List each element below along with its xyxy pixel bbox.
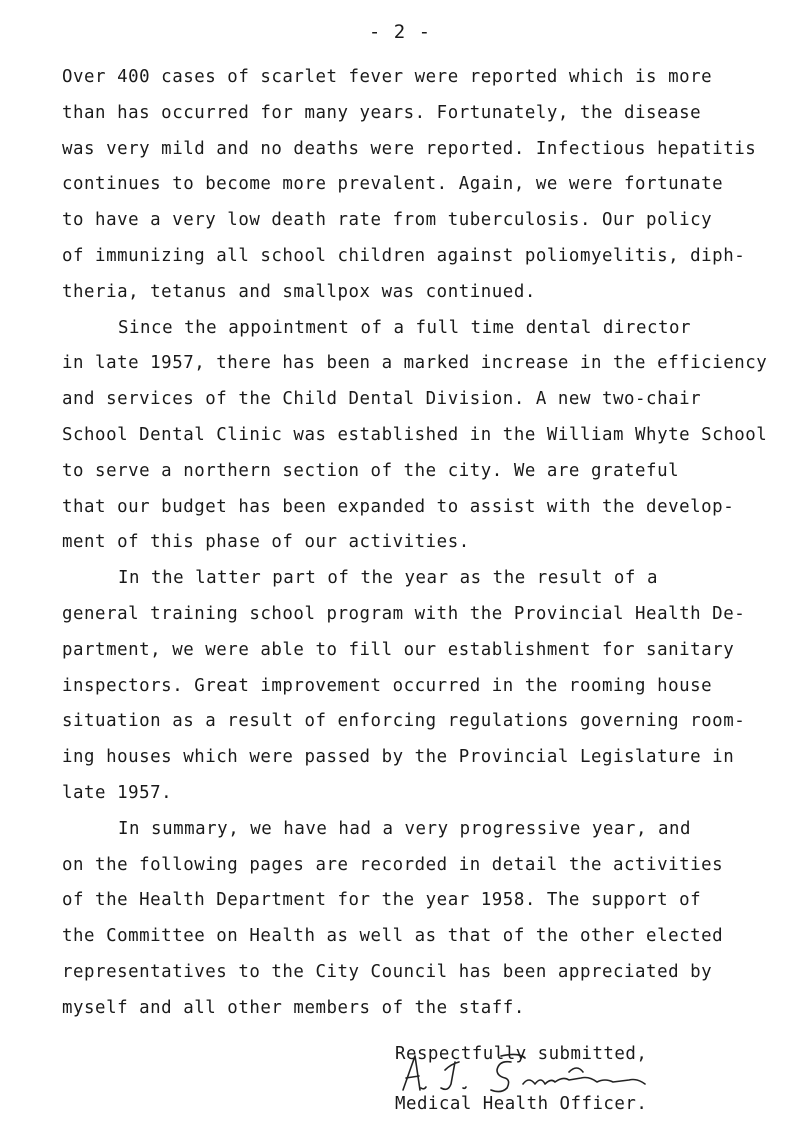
paragraph-2-line: Since the appointment of a full time dental director <box>118 317 692 338</box>
paragraph-1-line: to have a very low death rate from tuberculosis. Our policy <box>62 210 713 231</box>
paragraph-3-line: late 1957. <box>62 782 173 803</box>
paragraph-3-line: ing houses which were passed by the Provincial Legislature in <box>62 747 735 768</box>
paragraph-1-line: was very mild and no deaths were reported. Infectious hepatitis <box>62 138 757 159</box>
paragraph-2-line: and services of the Child Dental Division. A new two-chair <box>62 389 702 410</box>
paragraph-4-line: of the Health Department for the year 1958. The support of <box>62 890 702 911</box>
letter-body <box>62 60 768 1027</box>
paragraph-4-line: In summary, we have had a very progressive year, and <box>118 818 692 839</box>
paragraph-3-line: In the latter part of the year as the result of a <box>118 568 658 589</box>
paragraph-3-line: partment, we were able to fill our establishment for sanitary <box>62 639 735 660</box>
paragraph-3-line: inspectors. Great improvement occurred in the rooming house <box>62 675 713 696</box>
paragraph-4-line: on the following pages are recorded in detail the activities <box>62 854 724 875</box>
paragraph-1-line: than has occurred for many years. Fortunately, the disease <box>62 102 702 123</box>
paragraph-4-line: the Committee on Health as well as that of the other elected <box>62 926 724 947</box>
signature-block <box>395 1044 725 1114</box>
paragraph-4-line: representatives to the City Council has been appreciated by <box>62 961 713 982</box>
page-number: - 2 - <box>368 21 432 43</box>
paragraph-4-line: myself and all other members of the staff. <box>62 997 525 1018</box>
paragraph-2-line: to serve a northern section of the city. We are grateful <box>62 460 680 481</box>
paragraph-2-line: in late 1957, there has been a marked increase in the efficiency <box>62 353 768 374</box>
paragraph-2-line: ment of this phase of our activities. <box>62 532 470 553</box>
paragraph-3-line: situation as a result of enforcing regulations governing room- <box>62 711 746 732</box>
handwritten-signature <box>393 1050 693 1096</box>
paragraph-1-line: of immunizing all school children against poliomyelitis, diph- <box>62 245 746 266</box>
paragraph-2-line: that our budget has been expanded to assist with the develop- <box>62 496 735 517</box>
paragraph-2-line: School Dental Clinic was established in the William Whyte School <box>62 424 768 445</box>
signatory-title: Medical Health Officer. <box>395 1094 648 1114</box>
paragraph-3-line: general training school program with the Provincial Health De- <box>62 603 746 624</box>
closing-salutation: Respectfully submitted, <box>395 1044 648 1064</box>
paragraph-1-line: Over 400 cases of scarlet fever were reported which is more <box>62 67 713 87</box>
paragraph-1-line: theria, tetanus and smallpox was continued. <box>62 281 536 302</box>
paragraph-1-line: continues to become more prevalent. Again, we were fortunate <box>62 174 724 195</box>
